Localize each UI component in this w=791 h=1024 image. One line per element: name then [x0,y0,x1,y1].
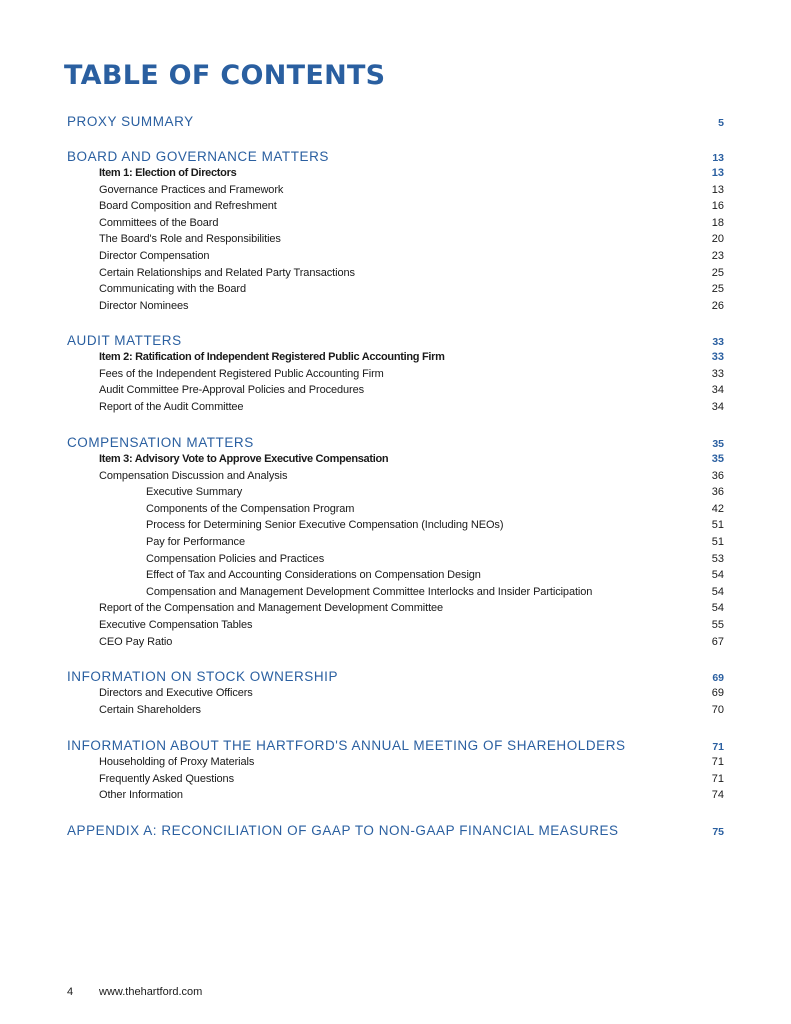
toc-item-label[interactable]: Certain Relationships and Related Party Transactions [99,266,355,279]
toc-item-label[interactable]: Pay for Performance [146,536,245,548]
toc-section[interactable] [0,823,791,839]
toc-item[interactable] [0,233,791,249]
toc-section[interactable] [0,738,791,754]
toc-item-label[interactable]: Effect of Tax and Accounting Considerations on Compensation Design [146,569,481,582]
toc-section-page[interactable]: 35 [712,438,724,450]
toc-item[interactable] [0,619,791,635]
toc-item[interactable] [0,756,791,772]
footer-page-number: 4 [67,986,74,998]
toc-item-label[interactable]: Frequently Asked Questions [99,772,234,785]
toc-item-page[interactable]: 51 [711,536,724,548]
toc-item[interactable] [0,300,791,316]
toc-item-label[interactable]: Governance Practices and Framework [99,183,284,196]
toc-item-label[interactable]: Directors and Executive Officers [99,687,253,699]
toc-item-page[interactable]: 23 [711,250,724,262]
toc-section[interactable] [0,435,791,451]
toc-item-page[interactable]: 36 [711,469,724,482]
toc-item-page[interactable]: 36 [711,486,724,499]
toc-item-label[interactable]: The Board's Role and Responsibilities [99,233,281,246]
toc-section-title[interactable]: PROXY SUMMARY [67,114,194,129]
toc-item-page[interactable]: 35 [711,453,724,465]
toc-item-label[interactable]: Fees of the Independent Registered Public Accounting Firm [99,367,384,380]
toc-item[interactable] [0,250,791,266]
toc-item[interactable] [0,217,791,233]
toc-item-label[interactable]: Committees of the Board [99,216,219,229]
toc-item-page[interactable]: 16 [711,200,724,213]
toc-item-label[interactable]: Communicating with the Board [99,283,246,296]
toc-item-label[interactable]: Executive Summary [146,486,243,499]
toc-subitem[interactable] [0,569,791,585]
toc-section-page[interactable]: 71 [712,741,724,753]
toc-item[interactable] [0,167,791,183]
toc-section-page[interactable]: 5 [718,117,724,129]
toc-item[interactable] [0,789,791,805]
toc-item[interactable] [0,267,791,283]
toc-item-page[interactable]: 33 [711,351,724,363]
toc-subitem[interactable] [0,586,791,602]
toc-item-label[interactable]: Audit Committee Pre-Approval Policies and Procedures [99,384,365,397]
toc-section[interactable] [0,333,791,349]
toc-section-title[interactable]: INFORMATION ABOUT THE HARTFORD'S ANNUAL MEETING OF SHAREHOLDERS [67,738,626,753]
toc-subitem[interactable] [0,503,791,519]
toc-section-title[interactable]: BOARD AND GOVERNANCE MATTERS [67,149,329,164]
toc-item-label[interactable]: Certain Shareholders [99,703,201,716]
toc-subitem[interactable] [0,486,791,502]
toc-section-page[interactable]: 13 [712,152,724,164]
toc-item[interactable] [0,351,791,367]
toc-item-label[interactable]: Process for Determining Senior Executive Compensation (Including NEOs) [146,519,504,532]
toc-section[interactable] [0,149,791,165]
toc-item[interactable] [0,453,791,469]
toc-item[interactable] [0,184,791,200]
toc-item-page[interactable]: 74 [711,789,724,802]
toc-item-page[interactable]: 54 [711,569,724,582]
toc-item-label[interactable]: Report of the Compensation and Management Development Committee [99,602,444,615]
toc-item-page[interactable]: 70 [711,703,724,716]
toc-item-page[interactable]: 55 [711,619,724,631]
toc-item-page[interactable]: 51 [711,519,724,532]
toc-item-page[interactable]: 18 [711,216,724,229]
toc-item[interactable] [0,200,791,216]
toc-subitem[interactable] [0,536,791,552]
toc-item[interactable] [0,704,791,720]
toc-item-label[interactable]: Item 2: Ratification of Independent Registered Public Accounting Firm [99,351,445,363]
toc-item-label[interactable]: CEO Pay Ratio [99,635,173,648]
toc-item-label[interactable]: Components of the Compensation Program [146,502,355,515]
toc-section-title[interactable]: COMPENSATION MATTERS [67,435,254,450]
toc-item-page[interactable]: 13 [711,167,724,179]
toc-item-label[interactable]: Compensation and Management Development Committee Interlocks and Insider Participation [146,585,593,598]
toc-item-page[interactable]: 69 [711,687,724,699]
toc-item-page[interactable]: 33 [711,367,724,380]
toc-section[interactable] [0,114,791,130]
toc-item[interactable] [0,384,791,400]
toc-item[interactable] [0,687,791,703]
toc-item-page[interactable]: 25 [711,266,724,279]
toc-item[interactable] [0,602,791,618]
toc-item-label[interactable]: Director Compensation [99,250,210,262]
toc-item-page[interactable]: 34 [711,400,724,413]
toc-item-label[interactable]: Compensation Discussion and Analysis [99,469,288,482]
toc-item-label[interactable]: Other Information [99,789,183,802]
toc-section[interactable] [0,669,791,685]
toc-section-title[interactable]: INFORMATION ON STOCK OWNERSHIP [67,669,339,684]
footer-url[interactable]: www.thehartford.com [99,986,203,998]
toc-item-label[interactable]: Board Composition and Refreshment [99,200,277,213]
toc-item[interactable] [0,283,791,299]
toc-item[interactable] [0,401,791,417]
toc-item-label[interactable]: Director Nominees [99,299,189,312]
page-title: TABLE OF CONTENTS [64,60,386,91]
toc-item-page[interactable]: 25 [711,283,724,296]
toc-item-page[interactable]: 71 [711,772,724,785]
toc-item-page[interactable]: 71 [711,756,724,768]
toc-item-page[interactable]: 54 [711,602,724,615]
toc-item-label[interactable]: Executive Compensation Tables [99,619,253,631]
toc-item[interactable] [0,773,791,789]
toc-subitem[interactable] [0,553,791,569]
toc-section-page[interactable]: 33 [712,336,724,348]
toc-subitem[interactable] [0,519,791,535]
toc-item-label[interactable]: Item 3: Advisory Vote to Approve Executive Compensation [99,453,389,465]
toc-item-label[interactable]: Householding of Proxy Materials [99,756,255,768]
toc-item-page[interactable]: 53 [711,552,724,565]
toc-item-page[interactable]: 67 [711,635,724,648]
toc-item-page[interactable]: 26 [711,299,724,312]
toc-item[interactable] [0,636,791,652]
toc-item-page[interactable]: 42 [711,502,724,515]
toc-section-page[interactable]: 75 [712,826,724,838]
toc-item[interactable] [0,470,791,486]
toc-item-label[interactable]: Item 1: Election of Directors [99,167,237,179]
toc-item[interactable] [0,368,791,384]
toc-item-page[interactable]: 54 [711,585,724,598]
toc-item-label[interactable]: Compensation Policies and Practices [146,552,325,565]
toc-section-title[interactable]: AUDIT MATTERS [67,333,182,348]
toc-section-page[interactable]: 69 [712,672,724,684]
toc-section-title[interactable]: APPENDIX A: RECONCILIATION OF GAAP TO NON-GAAP FINANCIAL MEASURES [67,823,619,838]
toc-item-label[interactable]: Report of the Audit Committee [99,400,244,413]
toc-item-page[interactable]: 13 [711,183,724,196]
toc-item-page[interactable]: 34 [711,384,724,397]
toc-item-page[interactable]: 20 [711,233,724,246]
